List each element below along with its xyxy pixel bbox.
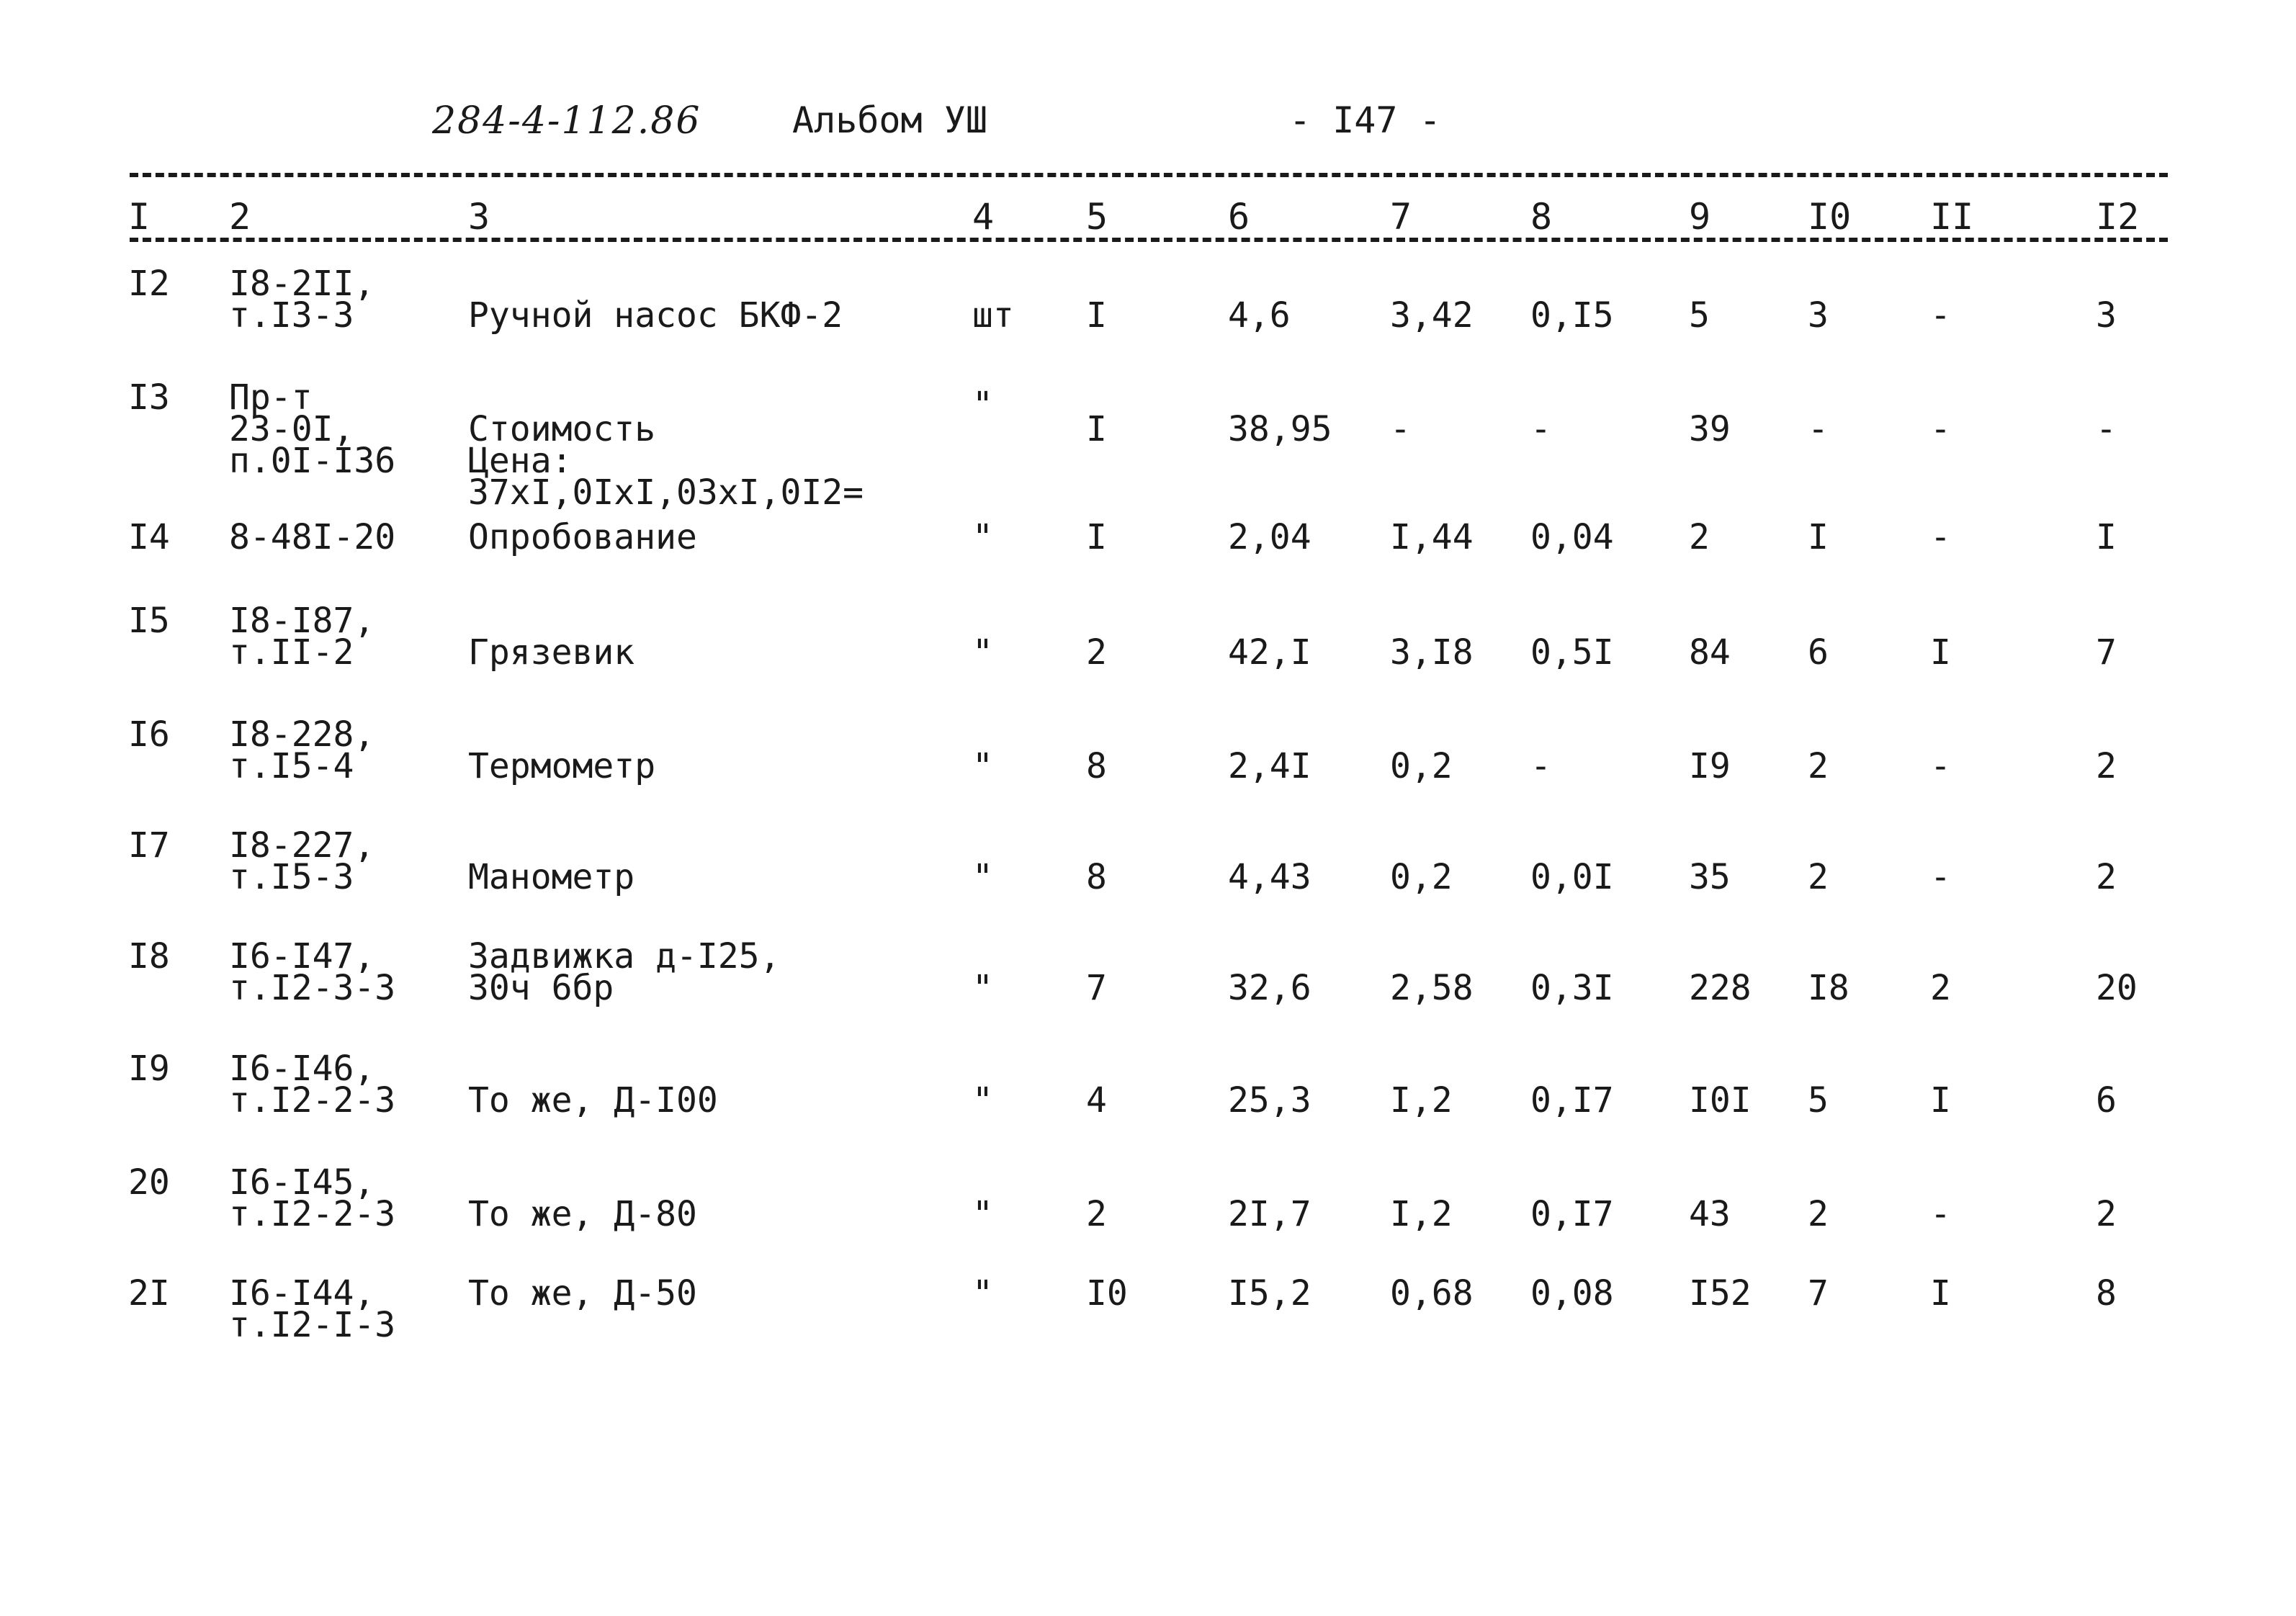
item-name-line: Задвижка д-I25, xyxy=(468,936,781,977)
reference-code-line: т.I3-3 xyxy=(229,295,354,336)
row-number: I5 xyxy=(128,601,170,641)
value-col-10: 2 xyxy=(1808,746,1829,786)
value-col-8: 0,I7 xyxy=(1530,1080,1614,1121)
value-col-12: 7 xyxy=(2096,632,2117,673)
value-col-8: - xyxy=(1530,746,1551,786)
value-col-6: 4,43 xyxy=(1228,857,1311,897)
value-col-12: 2 xyxy=(2096,746,2117,786)
value-col-12: 6 xyxy=(2096,1080,2117,1121)
value-col-9: 2 xyxy=(1689,517,1710,557)
item-name-line: 37хI,0IхI,03хI,0I2= xyxy=(468,472,864,513)
value-col-10: - xyxy=(1808,409,1829,449)
value-col-7: - xyxy=(1390,409,1411,449)
value-col-10: 3 xyxy=(1808,295,1829,336)
item-name-line: То же, Д-I00 xyxy=(468,1080,718,1121)
column-header: I2 xyxy=(2096,196,2140,238)
value-col-7: 0,2 xyxy=(1390,746,1453,786)
row-number: I8 xyxy=(128,936,170,977)
item-name-line: Манометр xyxy=(468,857,635,897)
value-col-6: 42,I xyxy=(1228,632,1311,673)
value-col-9: 39 xyxy=(1689,409,1731,449)
value-col-11: 2 xyxy=(1930,968,1951,1008)
reference-code-line: 8-48I-20 xyxy=(229,517,396,557)
value-col-8: - xyxy=(1530,409,1551,449)
reference-code xyxy=(229,517,396,557)
reference-code xyxy=(229,377,396,481)
value-col-7: 0,2 xyxy=(1390,857,1453,897)
reference-code-line: т.I2-2-3 xyxy=(229,1080,396,1121)
reference-code-line: 23-0I, xyxy=(229,409,354,449)
quantity: 2 xyxy=(1086,1194,1107,1234)
value-col-7: I,2 xyxy=(1390,1194,1453,1234)
value-col-7: I,2 xyxy=(1390,1080,1453,1121)
unit: " xyxy=(972,746,993,786)
value-col-12: I xyxy=(2096,517,2117,557)
value-col-6: 2,04 xyxy=(1228,517,1311,557)
reference-code xyxy=(229,1049,396,1121)
value-col-9: I9 xyxy=(1689,746,1731,786)
value-col-11: I xyxy=(1930,1273,1951,1314)
value-col-12: 3 xyxy=(2096,295,2117,336)
unit: " xyxy=(972,1194,993,1234)
item-name xyxy=(468,605,635,673)
album-label: Альбом УШ xyxy=(792,99,987,141)
column-header: 9 xyxy=(1689,196,1711,238)
column-header: 2 xyxy=(229,196,251,238)
value-col-11: - xyxy=(1930,409,1951,449)
row-number: I3 xyxy=(128,377,170,418)
column-header: I xyxy=(128,196,151,238)
column-header: 6 xyxy=(1228,196,1250,238)
value-col-7: 3,42 xyxy=(1390,295,1474,336)
row-number: I2 xyxy=(128,264,170,304)
item-name-line: Грязевик xyxy=(468,632,635,673)
value-col-7: 0,68 xyxy=(1390,1273,1474,1314)
value-col-11: - xyxy=(1930,295,1951,336)
item-name-line: 30ч 6бр xyxy=(468,968,614,1008)
item-name-line: Цена: xyxy=(468,441,573,481)
column-header: 8 xyxy=(1530,196,1553,238)
reference-code-line: I6-I45, xyxy=(229,1162,375,1203)
value-col-8: 0,5I xyxy=(1530,632,1614,673)
value-col-8: 0,3I xyxy=(1530,968,1614,1008)
column-header: 4 xyxy=(972,196,995,238)
column-header: II xyxy=(1930,196,1974,238)
value-col-11: I xyxy=(1930,1080,1951,1121)
quantity: I xyxy=(1086,409,1107,449)
value-col-7: 2,58 xyxy=(1390,968,1474,1008)
quantity: 8 xyxy=(1086,746,1107,786)
value-col-6: 4,6 xyxy=(1228,295,1291,336)
value-col-10: 2 xyxy=(1808,857,1829,897)
reference-code-line: п.0I-I36 xyxy=(229,441,396,481)
value-col-11: - xyxy=(1930,746,1951,786)
row-number: I4 xyxy=(128,517,170,557)
column-header: 7 xyxy=(1390,196,1412,238)
value-col-9: 84 xyxy=(1689,632,1731,673)
reference-code-line: I8-2II, xyxy=(229,264,375,304)
column-header: I0 xyxy=(1808,196,1852,238)
value-col-10: 6 xyxy=(1808,632,1829,673)
reference-code xyxy=(229,264,375,336)
unit: " xyxy=(972,632,993,673)
reference-code-line: т.I5-3 xyxy=(229,857,354,897)
value-col-12: 2 xyxy=(2096,1194,2117,1234)
value-col-9: 5 xyxy=(1689,295,1710,336)
value-col-8: 0,I7 xyxy=(1530,1194,1614,1234)
value-col-11: - xyxy=(1930,857,1951,897)
column-header: 5 xyxy=(1086,196,1108,238)
reference-code-line: I8-227, xyxy=(229,825,375,866)
reference-code-line: I8-228, xyxy=(229,714,375,755)
reference-code xyxy=(229,714,375,786)
table-top-rule xyxy=(130,173,2168,177)
value-col-12: 2 xyxy=(2096,857,2117,897)
item-name-line: Опробование xyxy=(468,517,697,557)
item-name xyxy=(468,1273,697,1314)
quantity: I xyxy=(1086,517,1107,557)
row-number: I7 xyxy=(128,825,170,866)
value-col-10: 7 xyxy=(1808,1273,1829,1314)
value-col-9: I52 xyxy=(1689,1273,1752,1314)
reference-code-line: т.I2-3-3 xyxy=(229,968,396,1008)
item-name-line: То же, Д-80 xyxy=(468,1194,697,1234)
item-name-line: То же, Д-50 xyxy=(468,1273,697,1314)
unit: " xyxy=(972,385,993,425)
item-name xyxy=(468,830,635,897)
reference-code-line: т.I2-2-3 xyxy=(229,1194,396,1234)
value-col-10: 2 xyxy=(1808,1194,1829,1234)
item-name xyxy=(468,936,781,1008)
value-col-11: - xyxy=(1930,1194,1951,1234)
quantity: 4 xyxy=(1086,1080,1107,1121)
reference-code-line: I6-I44, xyxy=(229,1273,375,1314)
quantity: 8 xyxy=(1086,857,1107,897)
item-name xyxy=(468,1053,718,1121)
reference-code xyxy=(229,1273,396,1345)
quantity: I0 xyxy=(1086,1273,1128,1314)
value-col-12: 8 xyxy=(2096,1273,2117,1314)
item-name-line: Термометр xyxy=(468,746,656,786)
reference-code-line: I8-I87, xyxy=(229,601,375,641)
value-col-9: 35 xyxy=(1689,857,1731,897)
item-name xyxy=(468,719,656,786)
reference-code xyxy=(229,825,375,897)
value-col-9: 228 xyxy=(1689,968,1752,1008)
table-header-rule xyxy=(130,238,2168,242)
reference-code xyxy=(229,936,396,1008)
row-number: I6 xyxy=(128,714,170,755)
reference-code-line: т.I2-I-3 xyxy=(229,1305,396,1345)
value-col-8: 0,08 xyxy=(1530,1273,1614,1314)
quantity: I xyxy=(1086,295,1107,336)
reference-code-line: т.II-2 xyxy=(229,632,354,673)
row-number: 2I xyxy=(128,1273,170,1314)
page-number: - I47 - xyxy=(1289,99,1441,141)
value-col-9: 43 xyxy=(1689,1194,1731,1234)
item-name xyxy=(468,268,843,336)
unit: " xyxy=(972,857,993,897)
value-col-6: 38,95 xyxy=(1228,409,1332,449)
value-col-10: 5 xyxy=(1808,1080,1829,1121)
item-name xyxy=(468,382,864,513)
value-col-6: 2I,7 xyxy=(1228,1194,1311,1234)
value-col-8: 0,0I xyxy=(1530,857,1614,897)
value-col-6: 25,3 xyxy=(1228,1080,1311,1121)
document-code: 284-4-112.86 xyxy=(432,99,701,143)
value-col-11: I xyxy=(1930,632,1951,673)
reference-code xyxy=(229,1162,396,1234)
item-name-line: Ручной насос БКФ-2 xyxy=(468,295,843,336)
unit: шт xyxy=(972,295,1014,336)
value-col-11: - xyxy=(1930,517,1951,557)
value-col-9: I0I xyxy=(1689,1080,1752,1121)
reference-code-line: I6-I46, xyxy=(229,1049,375,1089)
column-header: 3 xyxy=(468,196,490,238)
unit: " xyxy=(972,1080,993,1121)
item-name xyxy=(468,517,697,557)
value-col-7: I,44 xyxy=(1390,517,1474,557)
value-col-8: 0,04 xyxy=(1530,517,1614,557)
item-name xyxy=(468,1167,697,1234)
value-col-8: 0,I5 xyxy=(1530,295,1614,336)
reference-code-line: I6-I47, xyxy=(229,936,375,977)
item-name-line: Стоимость xyxy=(468,409,656,449)
quantity: 7 xyxy=(1086,968,1107,1008)
row-number: 20 xyxy=(128,1162,170,1203)
row-number: I9 xyxy=(128,1049,170,1089)
value-col-12: 20 xyxy=(2096,968,2138,1008)
quantity: 2 xyxy=(1086,632,1107,673)
value-col-10: I xyxy=(1808,517,1829,557)
value-col-7: 3,I8 xyxy=(1390,632,1474,673)
unit: " xyxy=(972,968,993,1008)
reference-code-line: Пр-т xyxy=(229,377,313,418)
unit: " xyxy=(972,1273,993,1314)
reference-code xyxy=(229,601,375,673)
value-col-6: I5,2 xyxy=(1228,1273,1311,1314)
unit: " xyxy=(972,517,993,557)
value-col-10: I8 xyxy=(1808,968,1849,1008)
reference-code-line: т.I5-4 xyxy=(229,746,354,786)
value-col-6: 32,6 xyxy=(1228,968,1311,1008)
value-col-12: - xyxy=(2096,409,2117,449)
value-col-6: 2,4I xyxy=(1228,746,1311,786)
